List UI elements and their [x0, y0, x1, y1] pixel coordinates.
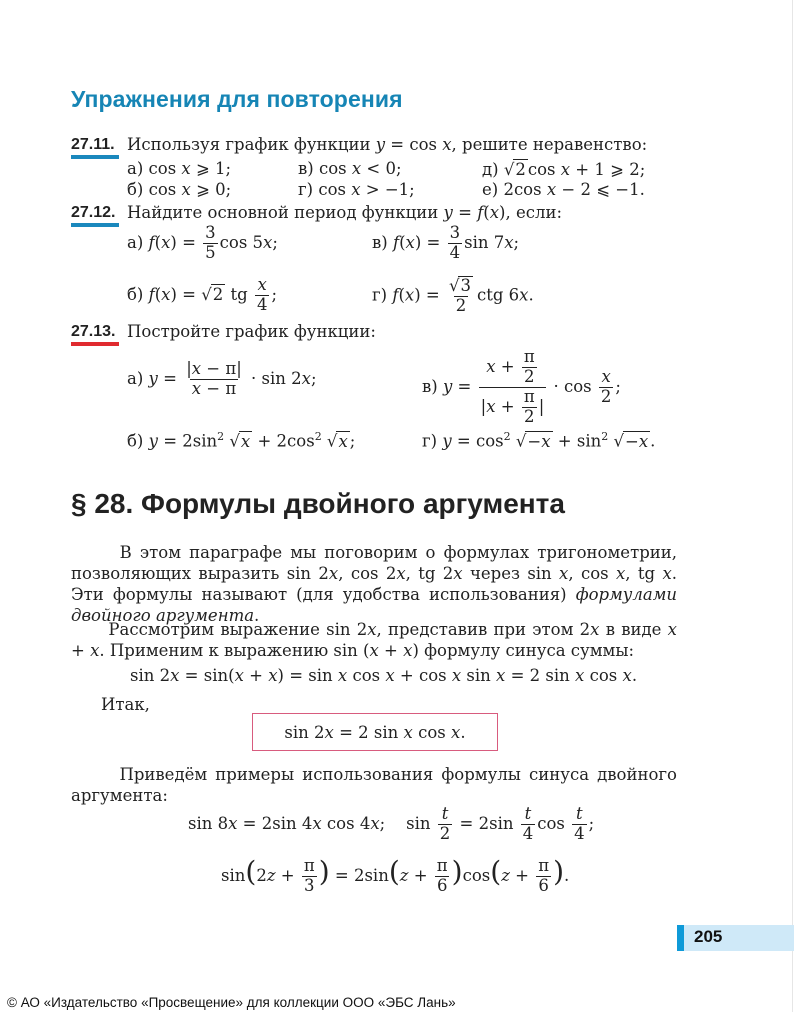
- page-edge-rule: [792, 0, 793, 1012]
- exercise-27-11-item-e: е) 2cos x − 2 ⩽ −1.: [482, 180, 645, 199]
- paragraph-title: § 28. Формулы двойного аргумента: [71, 488, 565, 519]
- example-formula-2: sin(2z + $\frac{\pi}{3}$ ) = 2sin(z + $\frac{\pi}{6}$ )cos(z + $\frac{\pi}{6}$ ).: [221, 855, 570, 895]
- exercise-27-12-item-g: г) f(x) = $\frac{√3}{2}$ ctg 6x.: [372, 276, 534, 315]
- exercise-27-12-item-v: в) f(x) = $\frac{3}{4}$ sin 7x;: [372, 223, 520, 262]
- copyright-footer: © АО «Издательство «Просвещение» для коллекции ООО «ЭБС Лань»: [7, 995, 456, 1010]
- page-number: 205: [694, 927, 723, 946]
- exercise-27-11-item-a: а) cos x ⩾ 1;: [127, 159, 232, 178]
- examples-paragraph: Приведём примеры использования формулы синуса двойного аргумента:: [71, 765, 677, 805]
- key-formula-text: sin 2x = 2 sin x cos x.: [284, 722, 466, 742]
- itak-text: Итак,: [101, 695, 150, 714]
- exercise-27-13-prompt: Постройте график функции:: [127, 322, 376, 341]
- exercise-number-27-13: 27.13.: [71, 323, 116, 340]
- exercise-27-12-prompt: Найдите основной период функции y = f(x), если:: [127, 203, 563, 222]
- exercise-27-12-item-a: а) f(x) = $\frac{3}{5}$ cos 5x;: [127, 223, 278, 262]
- exercise-number-27-11: 27.11.: [71, 136, 115, 153]
- exercise-27-11-prompt: Используя график функции y = cos x, решите неравенство:: [127, 135, 648, 154]
- exercise-number-27-12: 27.12.: [71, 204, 116, 221]
- exercise-27-11-item-d: д) √2 cos x + 1 ⩾ 2;: [482, 160, 646, 179]
- example-formula-1: sin 8x = 2sin 4x cos 4x; sin $\frac{t}{2}$ = 2sin $\frac{t}{4}$ cos $\frac{t}{4}$ ;: [188, 804, 595, 843]
- exercise-27-11-item-v: в) cos x < 0;: [298, 159, 402, 178]
- exercise-27-12-item-b: б) f(x) = √2 tg $\frac{x}{4}$ ;: [127, 275, 278, 314]
- section-title: Упражнения для повторения: [71, 86, 403, 112]
- intro-paragraph: В этом параграфе мы поговорим о формулах тригонометрии, позволяющих выразить sin 2x, cos 2x, tg 2x через sin x, cos x, tg x. Эти формулы называют (для удобства использования) формулами двойного аргумента.: [71, 543, 677, 625]
- boxed-key-formula: [252, 713, 498, 751]
- exercise-underline-blue: [71, 155, 119, 159]
- exercise-underline-blue: [71, 223, 119, 227]
- exercise-underline-red: [71, 342, 119, 346]
- exercise-27-13-item-b: б) $y = 2\sin^2$ $√x + 2\cos^2$ √x ;: [127, 430, 356, 451]
- page-number-accent: [677, 925, 684, 951]
- consider-paragraph: Рассмотрим выражение sin 2x, представив при этом 2x в виде x + x. Применим к выражению sin (x + x) формулу синуса суммы:: [71, 620, 677, 660]
- exercise-27-11-item-b: б) cos x ⩾ 0;: [127, 180, 232, 199]
- exercise-27-11-item-g: г) cos x > −1;: [298, 180, 415, 199]
- exercise-27-13-item-g: г) $y = \cos^2 √-x + \sin^2 √-x$ .: [422, 430, 656, 451]
- exercise-27-13-item-v: в) y = x + $\frac{\pi}{2}$ |x + $\frac{\pi}{2}$ | · cos $\frac{x}{2}$ ;: [422, 347, 621, 426]
- derivation-formula: sin 2x = sin(x + x) = sin x cos x + cos x sin x = 2 sin x cos x.: [130, 666, 638, 685]
- exercise-27-13-item-a: а) y = $\frac{|x - \pi|}{x - \pi}$ · sin 2x;: [127, 359, 317, 398]
